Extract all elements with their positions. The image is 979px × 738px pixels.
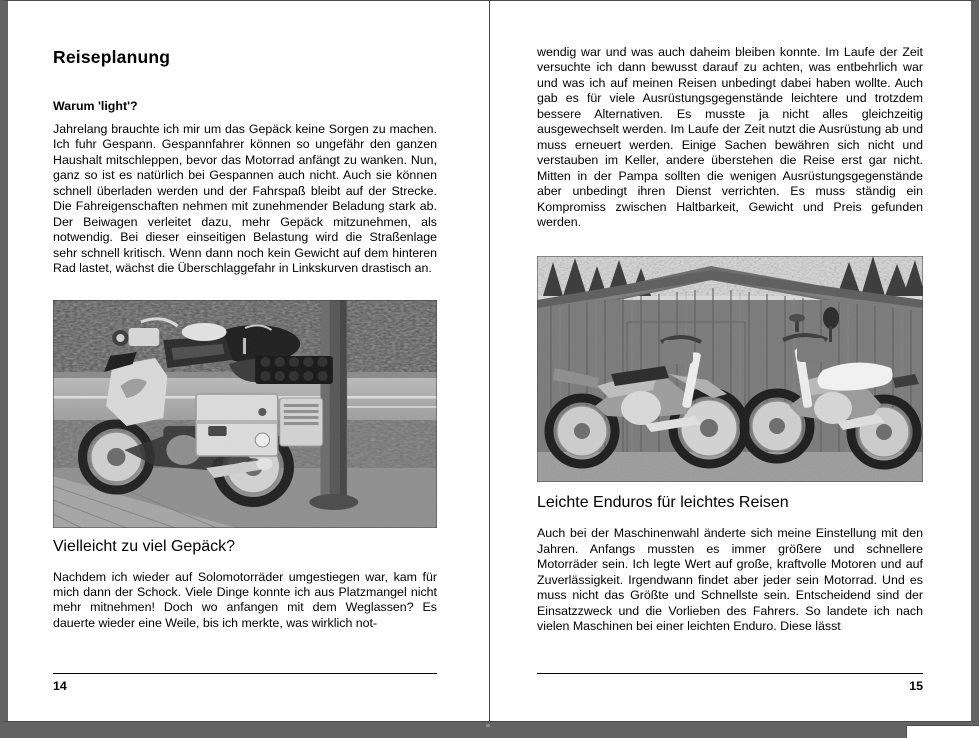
figure-right-caption: Leichte Enduros für leichtes Reisen [537,494,789,512]
footer-rule [537,673,923,674]
paragraph-right-2: Auch bei der Maschinenwahl änderte sich meine Einstellung mit den Jahren. Anfangs mussten es immer größere und schnellere Motorräder sein. Ich legte Wert auf große, kraftvolle Motoren und auf Zuverlässigkeit. Irgendwann findet aber jeder sein Motorrad. Und es muss nicht das Größte und Schnellste sein. Entscheidend sind der Einsatzzweck und die Vorlieben des Fahrers. So landete ich nach vielen Maschinen bei einer leichten Enduro. Diese lässt [537,526,923,634]
spacer [537,512,923,526]
page-left[interactable] [0,0,490,722]
page-number-left: 14 [53,679,67,693]
chapter-title: Reiseplanung [53,47,171,67]
page-left-content [8,1,489,721]
paragraph-left-1: Jahrelang brauchte ich mir um das Gepäck keine Sorgen zu machen. Ich fuhr Gespann. Gespannfahrer können so ungefähr den ganzen Haushalt mitschleppen, bevor das Motorrad anfängt zu wanken. Nun, ganz so ist es natürlich bei Gespannen auch nicht. Auch sie können schnell überladen werden und der Fahrspaß bleibt auf der Strecke. Die Fahreigenschaften nehmen mit zunehmender Beladung stark ab. Der Beiwagen verleitet dazu, mehr Gepäck mitzunehmen, als notwendig. Bei dieser einseitigen Belastung wird die Straßenlage sehr schnell kritisch. Wenn dann noch kein Gewicht auf dem hinteren Rad lastet, wächst die Überschlaggefahr in Linkskurven drastisch an. [53,122,437,276]
footer-rule [53,673,437,674]
paragraph-left-2: Nachdem ich wieder auf Solomotorräder umgestiegen war, kam für mich dann der Schock. Viele Dinge konnte ich aus Platzmangel nicht mehr mitnehmen! Doch wo anfangen mit dem Weglassen? Es dauerte wieder eine Weile, bis ich merkte, was wirklich not- [53,569,437,630]
viewer-bottom-bar [0,722,979,737]
paragraph-right-1: wendig war und was auch daheim bleiben konnte. Im Laufe der Zeit versuchte ich dann bewusst darauf zu achten, was entbehrlich war und was ich auf meinen Reisen unbedingt dabei haben wollte. Auch gab es für viele Ausrüstungsgegenstände leichtere und trotzdem bessere Alternativen. Es musste ja nicht alles gleichzeitig ausgewechselt werden. Im Laufe der Zeit nutzt die Ausrüstung ab und muss erneuert werden. Einige Sachen bewähren sich nicht und verstauben im Keller, andere überstehen die Reise erst gar nicht. Mitten in der Pampa sollten die wenigen Ausrüstungsgegenstände aber unbedingt ihren Dienst verrichten. Es muss ständig ein Kompromiss zwischen Haltbarkeit, Gewicht und Preis gefunden werden. [537,45,923,229]
page-left-footer [53,673,437,693]
figure-right [537,256,923,512]
page-number-right: 15 [909,679,923,693]
section-title: Warum 'light'? [53,99,138,113]
loaded-touring-motorcycle-photo [53,300,437,528]
figure-left [53,300,437,556]
page-right-content [490,1,971,721]
figure-left-caption: Vielleicht zu viel Gepäck? [53,537,236,555]
viewer-corner-patch [906,725,979,738]
two-enduro-motorcycles-photo [537,256,923,482]
page-right[interactable] [490,0,979,722]
spacer [53,556,437,570]
gutter-marker [486,724,490,727]
page-right-footer [537,673,923,693]
